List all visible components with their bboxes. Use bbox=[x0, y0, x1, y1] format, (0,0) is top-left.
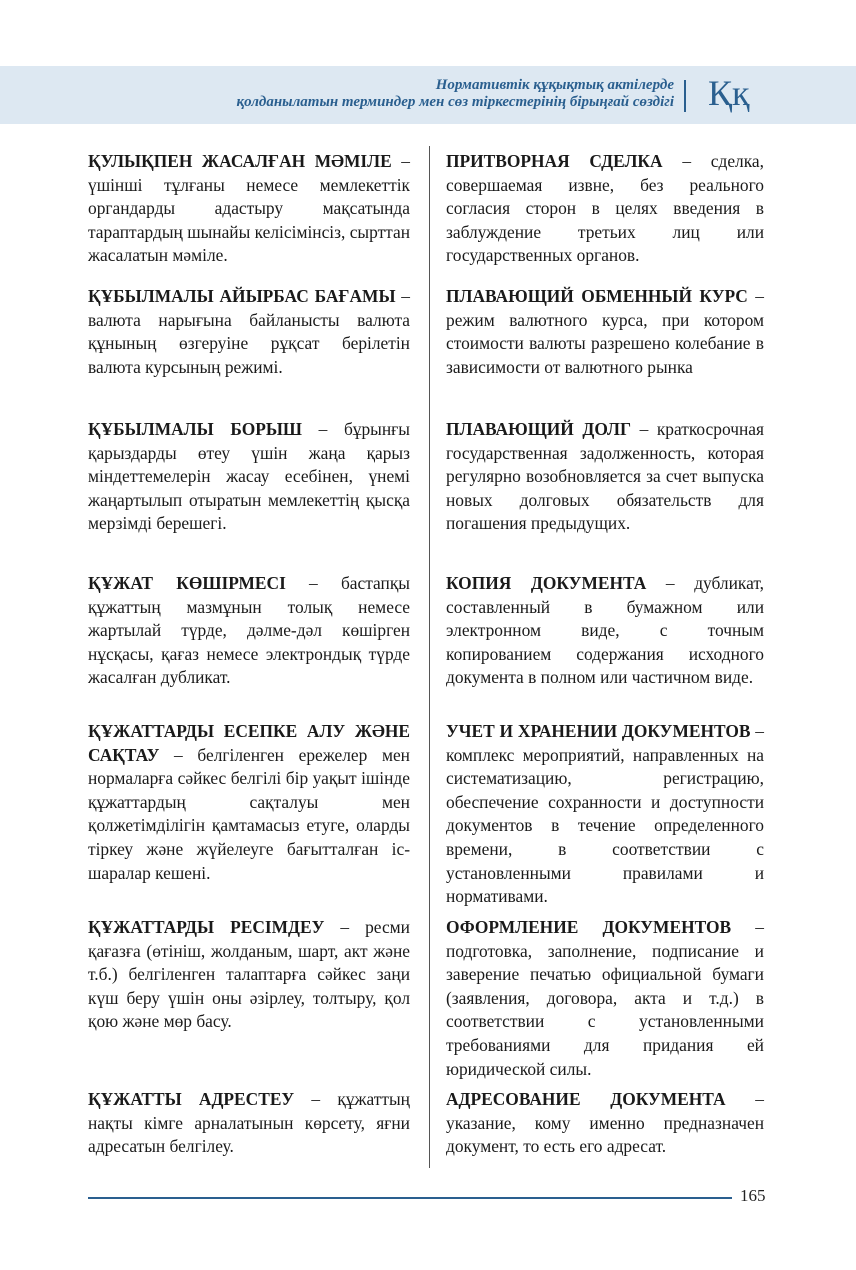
page-number: 165 bbox=[740, 1186, 766, 1205]
running-header bbox=[0, 66, 856, 124]
column-divider bbox=[429, 146, 430, 1168]
ru-term: ПРИТВОРНАЯ СДЕЛКА bbox=[446, 151, 663, 171]
section-letters: Ққ bbox=[708, 73, 750, 113]
ru-term: ПЛАВАЮЩИЙ ОБМЕННЫЙ КУРС bbox=[446, 286, 748, 306]
kk-entry bbox=[88, 916, 410, 1034]
ru-entry bbox=[446, 916, 764, 1081]
header-divider bbox=[684, 80, 686, 112]
kk-term: ҚҰЖАТТАРДЫ ЕСЕПКЕ АЛУ ЖӘНЕ САҚТАУ bbox=[88, 721, 410, 765]
ru-term: УЧЕТ И ХРАНЕНИИ ДОКУМЕНТОВ bbox=[446, 721, 751, 741]
kk-term: ҚҰЖАТТЫ АДРЕСТЕУ bbox=[88, 1089, 295, 1109]
kk-definition: – үшінші тұлғаны немесе мемлекеттік органдарды адастыру мақсатында тараптардың шынайы келісімінсіз, сырттан жасалатын мәміле. bbox=[88, 151, 411, 266]
kk-definition: – ресми қағазға (өтініш, жолданым, шарт, акт және т.б.) белгіленген талаптарға сәйкес заңи күш беру үшін оны әзірлеу, толтыру, қол қою және мөр басу. bbox=[88, 917, 410, 1032]
ru-definition: – краткосрочная государственная задолженность, которая регулярно возобновляется за счет выпуска новых долговых обязательств для погашения предыдущих. bbox=[446, 419, 764, 534]
ru-term: АДРЕСОВАНИЕ ДОКУМЕНТА bbox=[446, 1089, 726, 1109]
ru-entry bbox=[446, 572, 764, 690]
kk-entry bbox=[88, 1088, 410, 1159]
ru-entry bbox=[446, 418, 764, 536]
dictionary-title-line1: Нормативтік құқықтық актілерде bbox=[435, 77, 674, 93]
ru-entry bbox=[446, 285, 764, 379]
kk-definition: – бастапқы құжаттың мазмұнын толық немесе жартылай түрде, дәлме-дәл көшірген нұсқасы, қағаз немесе электрондық түрде жасалған дубликат. bbox=[88, 573, 410, 688]
ru-definition: – подготовка, заполнение, подписание и заверение печатью официальной бумаги (заявления, договора, акта и т.д.) в соответствии с установленными требованиями для придания ей юридической силы. bbox=[446, 917, 764, 1079]
dictionary-title bbox=[114, 77, 674, 111]
kk-term: ҚҰБЫЛМАЛЫ БОРЫШ bbox=[88, 419, 303, 439]
kk-definition: – құжаттың нақты кімге арналатынын көрсету, яғни адресатын белгілеу. bbox=[88, 1089, 410, 1157]
ru-definition: – сделка, совершаемая извне, без реального согласия сторон в целях введения в заблуждение третьих лиц или государственных органов. bbox=[446, 151, 764, 266]
kk-definition: – валюта нарығына байланысты валюта құнының өзгеруіне рұқсат берілетін валюта курсының режимі. bbox=[88, 286, 410, 377]
footer-rule bbox=[88, 1197, 732, 1199]
kk-term: ҚҰЖАТТАРДЫ РЕСІМДЕУ bbox=[88, 917, 325, 937]
kk-term: ҚҰЖАТ КӨШІРМЕСІ bbox=[88, 573, 286, 593]
ru-definition: – режим валютного курса, при котором стоимости валюты разрешено колебание в зависимости от валютного рынка bbox=[446, 286, 765, 377]
kk-entry bbox=[88, 418, 410, 536]
ru-definition: – дубликат, составленный в бумажном или электронном виде, с точным копированием содержания исходного документа в полном или частичном виде. bbox=[446, 573, 765, 688]
ru-entry bbox=[446, 1088, 764, 1159]
kk-entry bbox=[88, 720, 410, 885]
ru-definition: – указание, кому именно предназначен документ, то есть его адресат. bbox=[446, 1089, 765, 1157]
kk-definition: – белгіленген ережелер мен нормаларға сәйкес белгілі бір уақыт ішінде құжаттардың сақталуы мен қолжетімділігін қамтамасыз етуге, оларды тіркеу және жүйелеуге бағытталған іс-шаралар кешені. bbox=[88, 744, 410, 883]
kk-entry bbox=[88, 285, 410, 379]
kk-entry bbox=[88, 572, 410, 690]
kk-term: ҚҰБЫЛМАЛЫ АЙЫРБАС БАҒАМЫ bbox=[88, 286, 396, 306]
kk-entry bbox=[88, 150, 410, 268]
kk-definition: – бұрынғы қарыздарды өтеу үшін жаңа қарыз міндеттемелерін жасау есебінен, үнемі жаңартылып отыратын мемлекеттің қысқа мерзімді берешегі. bbox=[88, 419, 410, 534]
ru-term: ОФОРМЛЕНИЕ ДОКУМЕНТОВ bbox=[446, 917, 732, 937]
ru-definition: – комплекс мероприятий, направленных на систематизацию, регистрацию, обеспечение сохранности и доступности документов в течение определенного времени, в соответствии с установленными правилами и нормативами. bbox=[446, 721, 764, 907]
ru-term: КОПИЯ ДОКУМЕНТА bbox=[446, 573, 647, 593]
ru-entry bbox=[446, 720, 764, 909]
dictionary-title-line2: қолданылатын терминдер мен сөз тіркестерінің бірыңғай сөздігі bbox=[236, 94, 674, 110]
ru-entry bbox=[446, 150, 764, 268]
kk-term: ҚУЛЫҚПЕН ЖАСАЛҒАН МӘМІЛЕ bbox=[88, 151, 392, 171]
ru-term: ПЛАВАЮЩИЙ ДОЛГ bbox=[446, 419, 632, 439]
